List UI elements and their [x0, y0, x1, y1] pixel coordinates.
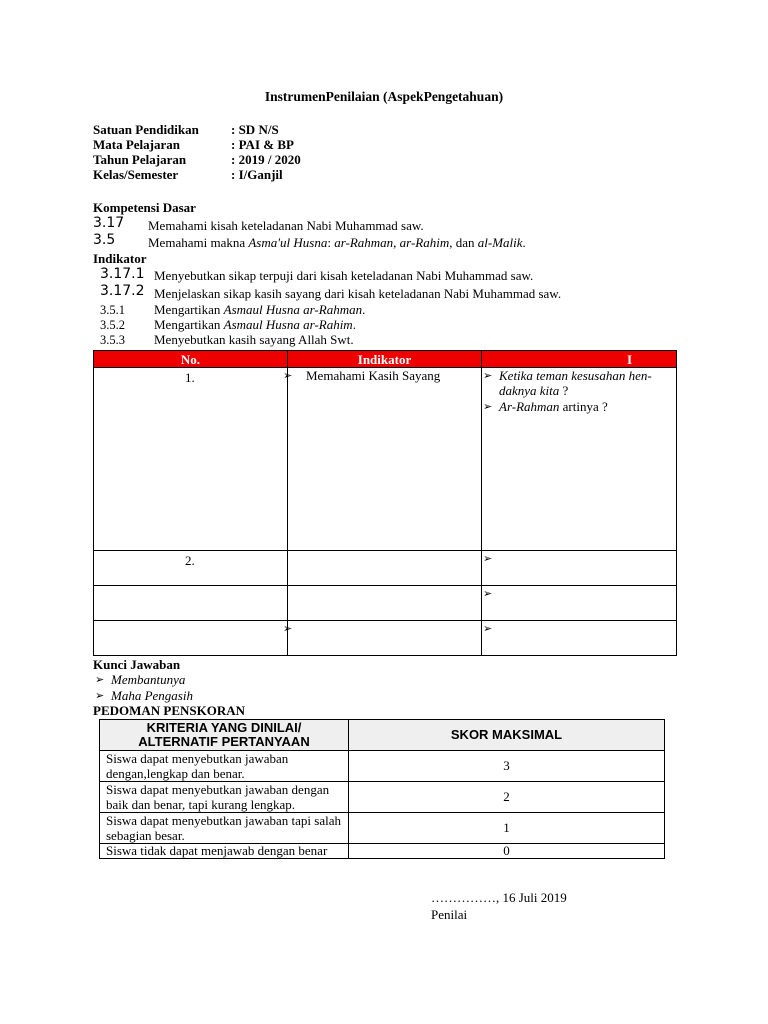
- scoring-value: 3: [349, 751, 665, 782]
- scoring-header-score: SKOR MAKSIMAL: [349, 720, 665, 751]
- table-cell-item-4: [481, 620, 677, 656]
- indikator-text-1: Menyebutkan sikap terpuji dari kisah keteladanan Nabi Muhammad saw.: [154, 268, 534, 283]
- row-2-number: 2.: [185, 553, 195, 568]
- identity-value-year: : 2019 / 2020: [231, 152, 301, 167]
- identity-label-class: Kelas/Semester: [93, 167, 179, 182]
- indikator-code-4: 3.5.2: [100, 318, 125, 332]
- arrow-bullet-icon: ➢: [483, 400, 493, 413]
- scoring-criteria: Siswa tidak dapat menjawab dengan benar: [100, 844, 349, 859]
- table-cell-indikator-4: [287, 620, 482, 656]
- scoring-value: 1: [349, 813, 665, 844]
- arrow-bullet-icon: ➢: [95, 689, 105, 702]
- indikator-code-2: 3.17.2: [100, 283, 145, 299]
- scoring-value: 0: [349, 844, 665, 859]
- indikator-heading: Indikator: [93, 251, 147, 266]
- arrow-bullet-icon: ➢: [483, 369, 493, 382]
- signature-date: ……………, 16 Juli 2019: [431, 890, 567, 905]
- scoring-criteria: Siswa dapat menyebutkan jawaban dengan,lengkap dan benar.: [100, 751, 349, 782]
- table-cell-item-3: [481, 585, 677, 621]
- kunci-heading: Kunci Jawaban: [93, 657, 181, 672]
- table-cell-indikator-1: [287, 367, 482, 551]
- signature-role: Penilai: [431, 907, 468, 922]
- identity-label-school: Satuan Pendidikan: [93, 122, 199, 137]
- scoring-criteria: Siswa dapat menyebutkan jawaban dengan baik dan benar, tapi kurang lengkap.: [100, 782, 349, 813]
- pedoman-heading: PEDOMAN PENSKORAN: [93, 703, 246, 718]
- scoring-header-row: [100, 720, 665, 751]
- table-row: [100, 751, 665, 782]
- indikator-code-3: 3.5.1: [100, 303, 125, 317]
- table-header-item: I: [481, 350, 677, 368]
- kd-text-1: Memahami kisah keteladanan Nabi Muhammad saw.: [148, 218, 424, 233]
- scoring-table: [99, 719, 665, 859]
- identity-value-school: : SD N/S: [231, 122, 279, 137]
- identity-label-year: Tahun Pelajaran: [93, 152, 187, 167]
- table-row: [100, 844, 665, 859]
- kd-text-2: Memahami makna Asma'ul Husna: ar-Rahman, ar-Rahim, dan al-Malik.: [148, 235, 526, 250]
- arrow-bullet-icon: ➢: [283, 369, 293, 382]
- table-header-indikator: Indikator: [287, 350, 482, 368]
- identity-value-class: : I/Ganjil: [231, 167, 283, 182]
- row-1-question-1-line-2: daknya kita ?: [499, 383, 569, 398]
- table-cell-no-4: [93, 620, 288, 656]
- indikator-code-5: 3.5.3: [100, 333, 125, 347]
- kd-heading: Kompetensi Dasar: [93, 200, 196, 215]
- table-row: [100, 813, 665, 844]
- arrow-bullet-icon: ➢: [95, 673, 105, 686]
- table-cell-indikator-3: [287, 585, 482, 621]
- document-title: InstrumenPenilaian (AspekPengetahuan): [264, 89, 504, 104]
- table-row: [100, 782, 665, 813]
- kunci-item-1: Membantunya: [111, 672, 186, 687]
- table-cell-item-2: [481, 550, 677, 586]
- table-cell-no-1: [93, 367, 288, 551]
- indikator-code-1: 3.17.1: [100, 266, 145, 282]
- row-1-number: 1.: [185, 370, 195, 385]
- row-1-question-2: Ar-Rahman artinya ?: [499, 399, 608, 414]
- identity-value-subject: : PAI & BP: [231, 137, 294, 152]
- indikator-text-3: Mengartikan Asmaul Husna ar-Rahman.: [154, 302, 366, 317]
- table-header-no: No.: [93, 350, 288, 368]
- table-cell-no-3: [93, 585, 288, 621]
- indikator-text-4: Mengartikan Asmaul Husna ar-Rahim.: [154, 317, 356, 332]
- table-cell-indikator-2: [287, 550, 482, 586]
- row-1-indikator: Memahami Kasih Sayang: [306, 368, 441, 383]
- scoring-header-criteria: KRITERIA YANG DINILAI/ ALTERNATIF PERTANYAAN: [100, 720, 349, 751]
- arrow-bullet-icon: ➢: [483, 587, 493, 600]
- kunci-item-2: Maha Pengasih: [111, 688, 193, 703]
- kd-code-1: 3.17: [93, 215, 125, 231]
- arrow-bullet-icon: ➢: [483, 622, 493, 635]
- scoring-value: 2: [349, 782, 665, 813]
- indikator-text-5: Menyebutkan kasih sayang Allah Swt.: [154, 332, 354, 347]
- arrow-bullet-icon: ➢: [283, 622, 293, 635]
- kd-code-2: 3.5: [93, 232, 116, 248]
- scoring-criteria: Siswa dapat menyebutkan jawaban tapi salah sebagian besar.: [100, 813, 349, 844]
- arrow-bullet-icon: ➢: [483, 552, 493, 565]
- row-1-question-1-line-1: Ketika teman kesusahan hen-: [499, 368, 652, 383]
- indikator-text-2: Menjelaskan sikap kasih sayang dari kisah keteladanan Nabi Muhammad saw.: [154, 286, 562, 301]
- identity-label-subject: Mata Pelajaran: [93, 137, 181, 152]
